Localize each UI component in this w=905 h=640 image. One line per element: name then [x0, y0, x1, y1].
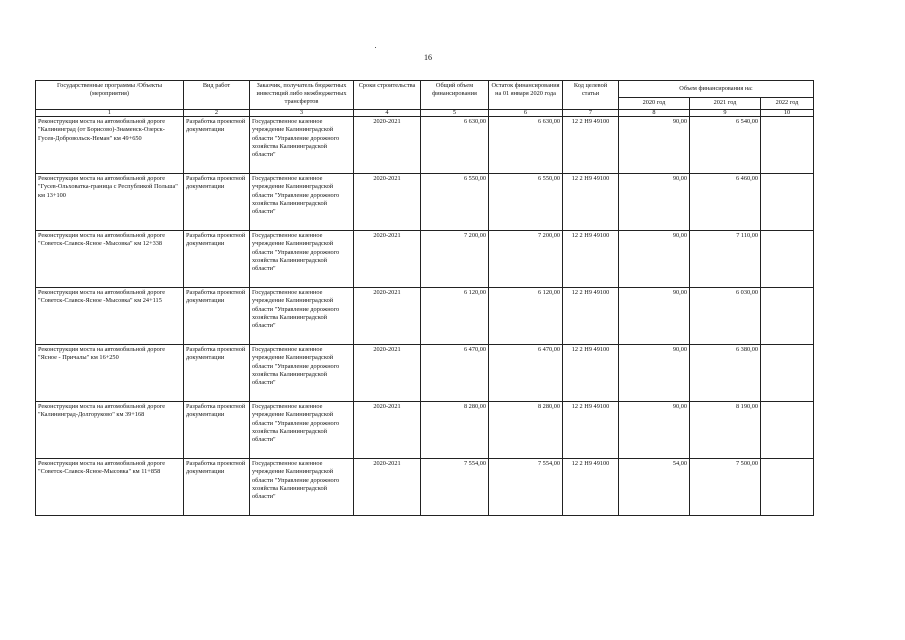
construction-period-cell: 2020-2021 [354, 174, 421, 231]
work-type-cell: Разработка проектной документации [184, 402, 250, 459]
construction-period-cell: 2020-2021 [354, 345, 421, 402]
work-type-cell: Разработка проектной документации [184, 345, 250, 402]
total-financing-cell: 7 200,00 [421, 231, 489, 288]
header-object: Государственные программы /Объекты (мероприятия) [36, 81, 184, 110]
target-code-cell: 12 2 Н9 49100 [563, 174, 619, 231]
header-work: Вид работ [184, 81, 250, 110]
object-cell: Реконструкция моста на автомобильной дороге "Гусев-Ольховатка-граница с Республикой Польша" км 13+100 [36, 174, 184, 231]
column-number: 1 [36, 110, 184, 117]
remainder-cell: 8 280,00 [489, 402, 563, 459]
work-type-cell: Разработка проектной документации [184, 174, 250, 231]
customer-cell: Государственное казенное учреждение Калининградской области "Управление дорожного хозяйства Калининградской области" [250, 231, 354, 288]
target-code-cell: 12 2 Н9 49100 [563, 402, 619, 459]
customer-cell: Государственное казенное учреждение Калининградской области "Управление дорожного хозяйства Калининградской области" [250, 117, 354, 174]
financing-2022-cell [761, 402, 814, 459]
column-number: 3 [250, 110, 354, 117]
object-cell: Реконструкция моста на автомобильной дороге "Калининград (от Борисово)-Знаменск-Озерск-Гусев-Добровольск-Неман" км 49+650 [36, 117, 184, 174]
table-row [36, 402, 814, 459]
work-type-cell: Разработка проектной документации [184, 288, 250, 345]
header-volume: Объем финансирования на: [619, 81, 814, 98]
header-terms: Сроки строительства [354, 81, 421, 110]
financing-2021-cell: 6 460,00 [690, 174, 761, 231]
financing-2021-cell: 6 380,00 [690, 345, 761, 402]
column-number-row [36, 110, 814, 117]
header-year-2020: 2020 год [619, 98, 690, 110]
header-total: Общий объем финансирования [421, 81, 489, 110]
financing-2021-cell: 7 110,00 [690, 231, 761, 288]
target-code-cell: 12 2 Н9 49100 [563, 231, 619, 288]
financing-2020-cell: 90,00 [619, 117, 690, 174]
financing-2020-cell: 54,00 [619, 459, 690, 516]
table-row [36, 345, 814, 402]
customer-cell: Государственное казенное учреждение Калининградской области "Управление дорожного хозяйства Калининградской области" [250, 459, 354, 516]
remainder-cell: 6 550,00 [489, 174, 563, 231]
financing-2022-cell [761, 174, 814, 231]
financing-2020-cell: 90,00 [619, 288, 690, 345]
table-row [36, 174, 814, 231]
column-number: 6 [489, 110, 563, 117]
financing-2020-cell: 90,00 [619, 231, 690, 288]
total-financing-cell: 7 554,00 [421, 459, 489, 516]
object-cell: Реконструкция моста на автомобильной дороге "Ясное - Причалы" км 16+250 [36, 345, 184, 402]
column-number: 2 [184, 110, 250, 117]
customer-cell: Государственное казенное учреждение Калининградской области "Управление дорожного хозяйства Калининградской области" [250, 288, 354, 345]
target-code-cell: 12 2 Н9 49100 [563, 459, 619, 516]
financing-2022-cell [761, 459, 814, 516]
work-type-cell: Разработка проектной документации [184, 231, 250, 288]
column-number: 4 [354, 110, 421, 117]
object-cell: Реконструкция моста на автомобильной дороге "Советск-Славск-Ясное -Мысовка" км 24+115 [36, 288, 184, 345]
financing-2020-cell: 90,00 [619, 345, 690, 402]
financing-table [35, 80, 814, 516]
table-body [36, 110, 814, 516]
total-financing-cell: 6 550,00 [421, 174, 489, 231]
financing-2021-cell: 6 030,00 [690, 288, 761, 345]
financing-2021-cell: 7 500,00 [690, 459, 761, 516]
financing-2022-cell [761, 231, 814, 288]
total-financing-cell: 8 280,00 [421, 402, 489, 459]
remainder-cell: 6 630,00 [489, 117, 563, 174]
target-code-cell: 12 2 Н9 49100 [563, 288, 619, 345]
financing-2022-cell [761, 345, 814, 402]
column-number: 8 [619, 110, 690, 117]
object-cell: Реконструкция моста на автомобильной дороге "Калининград-Долгоруково" км 39+168 [36, 402, 184, 459]
column-number: 9 [690, 110, 761, 117]
construction-period-cell: 2020-2021 [354, 231, 421, 288]
construction-period-cell: 2020-2021 [354, 459, 421, 516]
scan-dot [375, 47, 376, 48]
remainder-cell: 7 200,00 [489, 231, 563, 288]
financing-2021-cell: 6 540,00 [690, 117, 761, 174]
financing-2020-cell: 90,00 [619, 402, 690, 459]
financing-2021-cell: 8 190,00 [690, 402, 761, 459]
column-number: 5 [421, 110, 489, 117]
remainder-cell: 6 470,00 [489, 345, 563, 402]
customer-cell: Государственное казенное учреждение Калининградской области "Управление дорожного хозяйства Калининградской области" [250, 345, 354, 402]
remainder-cell: 7 554,00 [489, 459, 563, 516]
column-number: 10 [761, 110, 814, 117]
table-row [36, 288, 814, 345]
header-year-2022: 2022 год [761, 98, 814, 110]
construction-period-cell: 2020-2021 [354, 402, 421, 459]
financing-2022-cell [761, 288, 814, 345]
customer-cell: Государственное казенное учреждение Калининградской области "Управление дорожного хозяйства Калининградской области" [250, 402, 354, 459]
object-cell: Реконструкция моста на автомобильной дороге "Советск-Славск-Ясное-Мысовка" км 11+858 [36, 459, 184, 516]
work-type-cell: Разработка проектной документации [184, 117, 250, 174]
total-financing-cell: 6 630,00 [421, 117, 489, 174]
page-number: 16 [424, 53, 432, 62]
object-cell: Реконструкция моста на автомобильной дороге "Советск-Славск-Ясное -Мысовка" км 12+338 [36, 231, 184, 288]
customer-cell: Государственное казенное учреждение Калининградской области "Управление дорожного хозяйства Калининградской области" [250, 174, 354, 231]
construction-period-cell: 2020-2021 [354, 288, 421, 345]
header-customer: Заказчик, получатель бюджетных инвестиций либо межбюджетных трансфертов [250, 81, 354, 110]
work-type-cell: Разработка проектной документации [184, 459, 250, 516]
table-row [36, 231, 814, 288]
table-row [36, 459, 814, 516]
header-remainder: Остаток финансирования на 01 января 2020 года [489, 81, 563, 110]
financing-2022-cell [761, 117, 814, 174]
target-code-cell: 12 2 Н9 49100 [563, 345, 619, 402]
target-code-cell: 12 2 Н9 49100 [563, 117, 619, 174]
column-number: 7 [563, 110, 619, 117]
remainder-cell: 6 120,00 [489, 288, 563, 345]
total-financing-cell: 6 120,00 [421, 288, 489, 345]
header-year-2021: 2021 год [690, 98, 761, 110]
financing-2020-cell: 90,00 [619, 174, 690, 231]
construction-period-cell: 2020-2021 [354, 117, 421, 174]
header-code: Код целевой статьи [563, 81, 619, 110]
total-financing-cell: 6 470,00 [421, 345, 489, 402]
table-row [36, 117, 814, 174]
